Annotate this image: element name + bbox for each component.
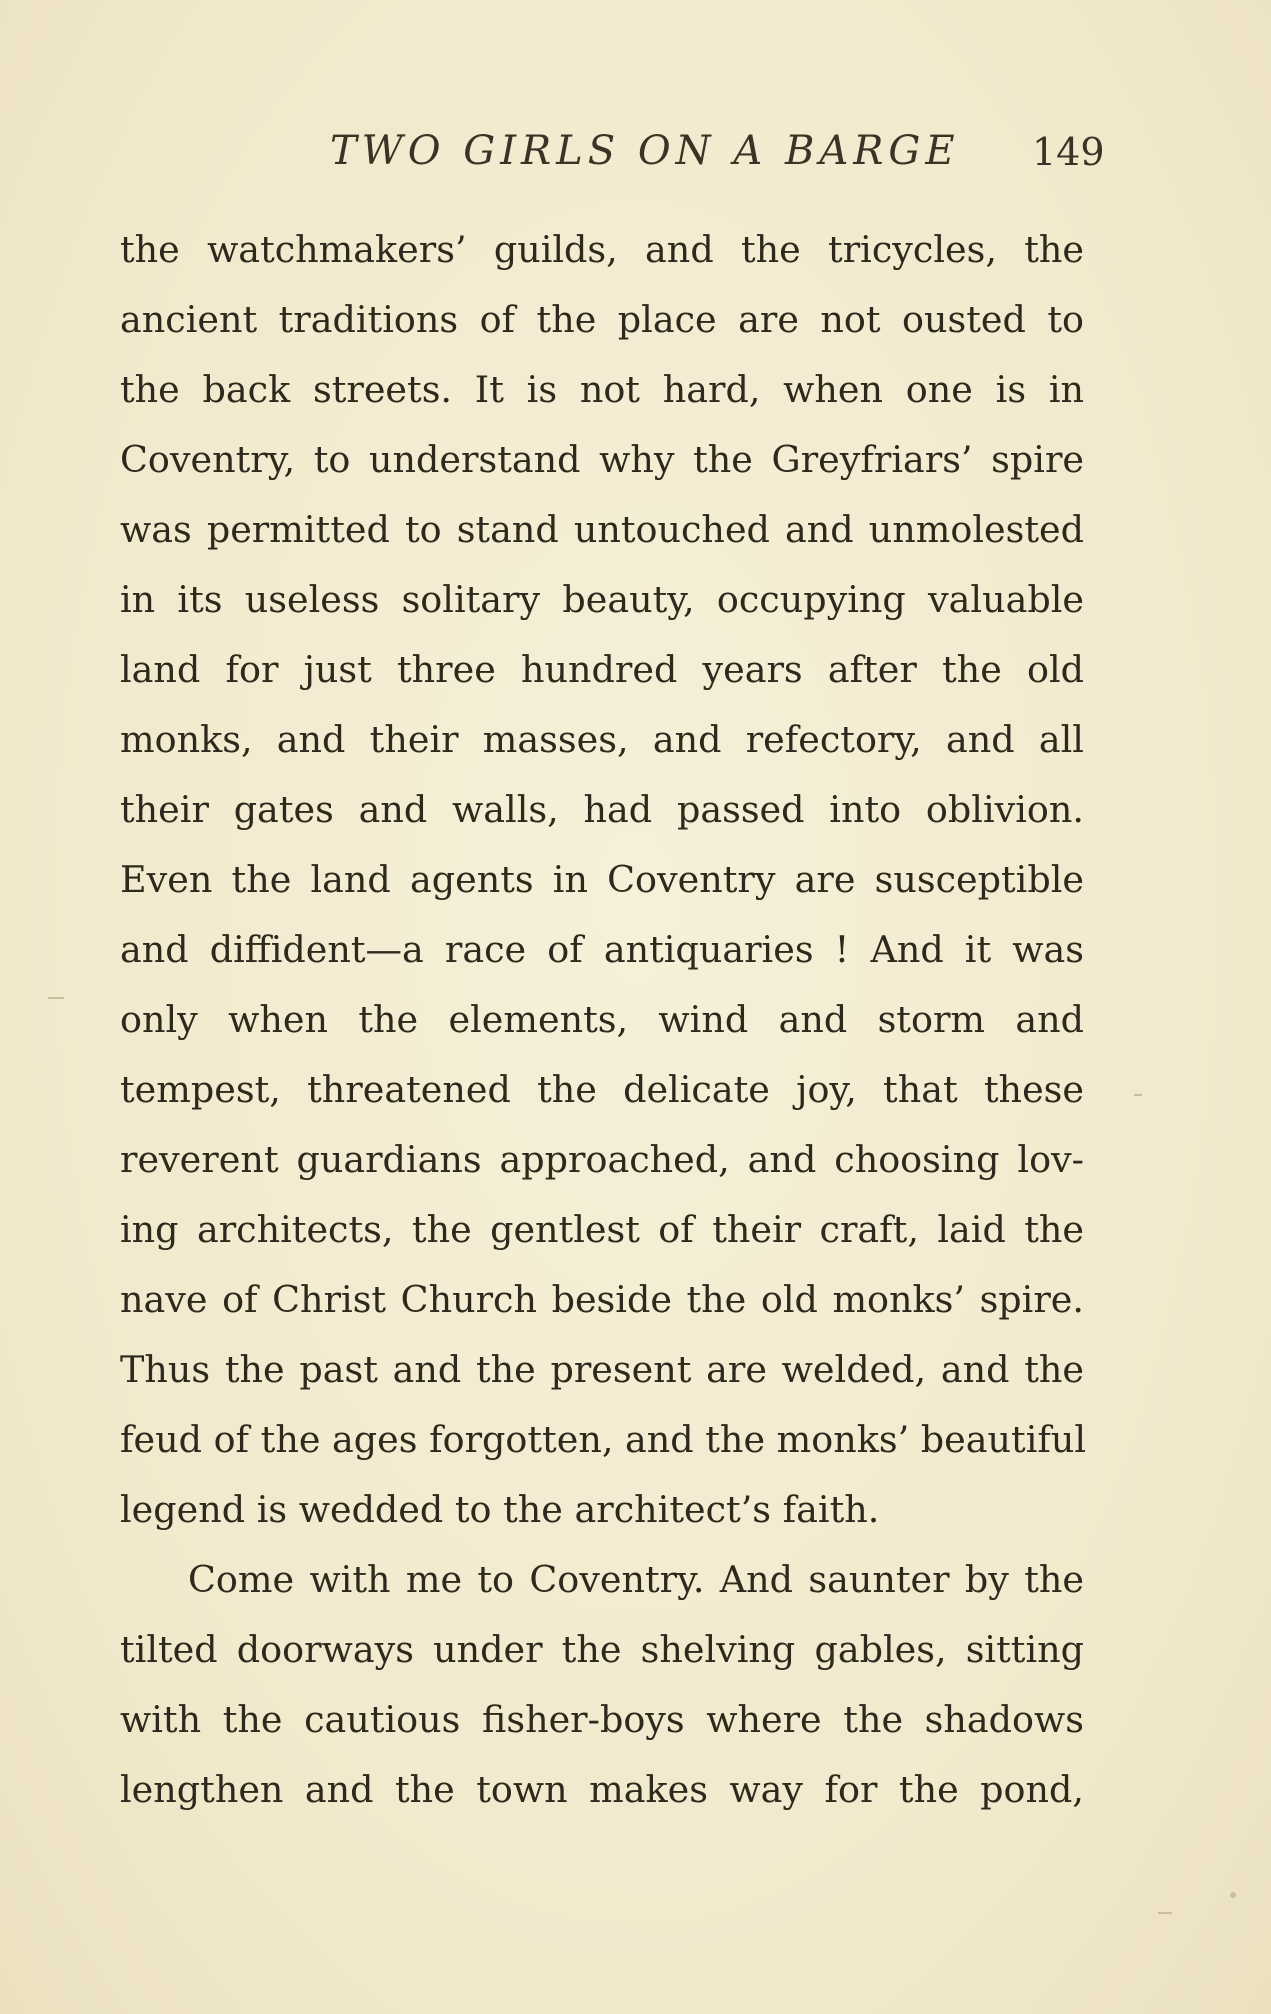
text-line: and diffident—a race of antiquaries ! And it was xyxy=(120,928,1084,971)
text-line: Coventry, to understand why the Greyfriars’ spire xyxy=(120,438,1084,481)
text-line: was permitted to stand untouched and unmolested xyxy=(120,508,1084,551)
text-line: tempest, threatened the delicate joy, that these xyxy=(120,1068,1084,1111)
paper-speck xyxy=(1158,1912,1172,1914)
paper-speck xyxy=(48,997,64,999)
text-line: their gates and walls, had passed into oblivion. xyxy=(120,788,1084,831)
text-line: ing architects, the gentlest of their craft, laid the xyxy=(120,1208,1084,1251)
text-line: the watchmakers’ guilds, and the tricycles, the xyxy=(120,228,1084,271)
text-line: Even the land agents in Coventry are susceptible xyxy=(120,858,1084,901)
running-title: TWO GIRLS ON A BARGE xyxy=(330,128,960,174)
body-text xyxy=(120,215,1087,1825)
text-line: monks, and their masses, and refectory, and all xyxy=(120,718,1084,761)
text-line-paragraph-start: Come with me to Coventry. And saunter by the xyxy=(188,1558,1084,1601)
running-head xyxy=(0,118,1271,178)
text-line: with the cautious fisher-boys where the shadows xyxy=(120,1698,1084,1741)
text-line: nave of Christ Church beside the old monks’ spire. xyxy=(120,1278,1084,1321)
text-line: the back streets. It is not hard, when one is in xyxy=(120,368,1084,411)
page-number: 149 xyxy=(1032,130,1105,174)
text-line: land for just three hundred years after the old xyxy=(120,648,1084,691)
text-line: only when the elements, wind and storm and xyxy=(120,998,1084,1041)
paper-speck xyxy=(1134,1094,1142,1096)
text-line: lengthen and the town makes way for the pond, xyxy=(120,1768,1084,1811)
text-line-paragraph-end: legend is wedded to the architect’s faith. xyxy=(120,1488,880,1531)
paper-speck xyxy=(1230,1892,1236,1898)
text-line: ancient traditions of the place are not ousted to xyxy=(120,298,1084,341)
text-line: Thus the past and the present are welded, and the xyxy=(120,1348,1084,1391)
text-line: tilted doorways under the shelving gables, sitting xyxy=(120,1628,1084,1671)
text-line: reverent guardians approached, and choosing lov- xyxy=(120,1138,1084,1181)
text-line: in its useless solitary beauty, occupying valuable xyxy=(120,578,1084,621)
text-line: feud of the ages forgotten, and the monks’ beautiful xyxy=(120,1418,1087,1461)
